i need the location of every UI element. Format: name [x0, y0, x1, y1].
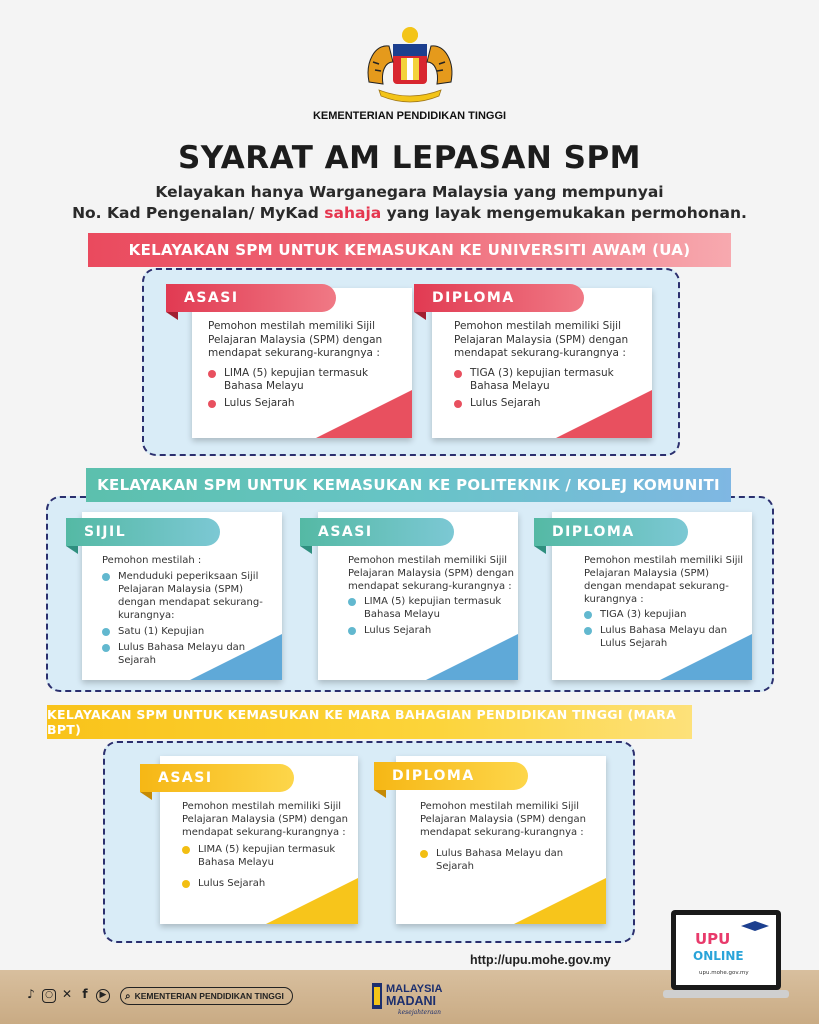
poli-sijil-intro: Pemohon mestilah :	[102, 555, 202, 566]
ua-section-banner: KELAYAKAN SPM UNTUK KEMASUKAN KE UNIVERSITI AWAM (UA)	[88, 233, 731, 267]
card-corner-decoration	[514, 878, 606, 924]
upu-online-laptop	[663, 908, 789, 1000]
madani-bottom: MADANI	[386, 994, 436, 1008]
list-item: Lulus Sejarah	[454, 397, 646, 411]
poli-section-banner: KELAYAKAN SPM UNTUK KEMASUKAN KE POLITEKNIK / KOLEJ KOMUNITI	[86, 468, 731, 502]
ua-asasi-list	[208, 367, 404, 411]
list-item: Lulus Bahasa Melayu dan Sejarah	[420, 847, 600, 873]
poli-sijil-ribbon: SIJIL	[66, 518, 220, 546]
poli-asasi-text	[348, 554, 514, 640]
tiktok-icon[interactable]: ♪	[27, 987, 35, 1001]
ribbon-fold	[300, 546, 312, 554]
ua-diploma-ribbon: DIPLOMA	[414, 284, 584, 312]
list-item: Menduduki peperiksaan Sijil Pelajaran Malaysia (SPM) dengan mendapat sekurang-kurangnya:	[102, 570, 276, 622]
mara-asasi-intro: Pemohon mestilah memiliki Sijil Pelajaran Malaysia (SPM) dengan mendapat sekurang-kurangnya :	[182, 801, 348, 838]
poli-sijil-text	[102, 554, 276, 670]
list-item: Lulus Sejarah	[348, 624, 514, 637]
mara-section-banner: KELAYAKAN SPM UNTUK KEMASUKAN KE MARA BAHAGIAN PENDIDIKAN TINGGI (MARA BPT)	[47, 705, 692, 739]
upu-url: upu.mohe.gov.my	[699, 970, 749, 976]
mara-diploma-text	[420, 800, 600, 876]
poli-asasi-intro: Pemohon mestilah memiliki Sijil Pelajaran Malaysia (SPM) dengan mendapat sekurang-kurangnya :	[348, 555, 514, 592]
subtitle-line-2-a: No. Kad Pengenalan/ MyKad	[72, 204, 325, 222]
ua-diploma-intro: Pemohon mestilah memiliki Sijil Pelajaran Malaysia (SPM) dengan mendapat sekurang-kurangnya :	[454, 320, 629, 359]
subtitle-line-1: Kelayakan hanya Warganegara Malaysia yang mempunyai	[155, 183, 664, 201]
malaysia-madani-logo	[368, 977, 458, 1017]
list-item: TIGA (3) kepujian	[584, 608, 748, 621]
mara-diploma-list	[420, 847, 600, 873]
mara-asasi-text	[182, 800, 352, 893]
poli-diploma-list	[584, 608, 748, 650]
poli-sijil-list	[102, 570, 276, 667]
upu-line-2: ONLINE	[693, 949, 744, 963]
website-url[interactable]: http://upu.mohe.gov.my	[470, 953, 611, 967]
ribbon-fold	[140, 792, 152, 800]
list-item: Lulus Bahasa Melayu dan Sejarah	[102, 641, 276, 667]
subtitle-highlight: sahaja	[324, 204, 382, 222]
madani-top: MALAYSIA	[386, 983, 443, 995]
social-links	[24, 987, 293, 1005]
mara-asasi-ribbon: ASASI	[140, 764, 294, 792]
ribbon-fold	[166, 312, 178, 320]
mara-diploma-intro: Pemohon mestilah memiliki Sijil Pelajaran Malaysia (SPM) dengan mendapat sekurang-kurangnya :	[420, 801, 586, 838]
page-title: SYARAT AM LEPASAN SPM	[177, 140, 642, 176]
youtube-icon[interactable]: ▶	[96, 989, 110, 1003]
list-item: Lulus Bahasa Melayu dan Lulus Sejarah	[584, 624, 748, 650]
list-item: LIMA (5) kepujian termasuk Bahasa Melayu	[348, 595, 514, 621]
ministry-name: KEMENTERIAN PENDIDIKAN TINGGI	[312, 110, 507, 122]
upu-line-1: UPU	[695, 930, 731, 948]
ua-asasi-ribbon: ASASI	[166, 284, 336, 312]
subtitle-line-2	[0, 203, 819, 224]
ua-asasi-intro: Pemohon mestilah memiliki Sijil Pelajaran Malaysia (SPM) dengan mendapat sekurang-kurangnya :	[208, 320, 383, 359]
ua-diploma-list	[454, 367, 646, 411]
list-item: Lulus Sejarah	[208, 397, 404, 411]
facebook-icon[interactable]: f	[82, 987, 88, 1001]
ua-diploma-text	[454, 320, 646, 413]
malaysia-crest-logo	[355, 22, 465, 110]
list-item: Satu (1) Kepujian	[102, 625, 276, 638]
poli-diploma-text	[584, 554, 748, 653]
page-subtitle	[0, 182, 819, 224]
search-box[interactable]	[120, 987, 293, 1005]
list-item: Lulus Sejarah	[182, 877, 352, 890]
x-icon[interactable]: ✕	[61, 987, 73, 1001]
card-corner-decoration	[426, 634, 518, 680]
list-item: TIGA (3) kepujian termasuk Bahasa Melayu	[454, 367, 646, 394]
poli-diploma-intro: Pemohon mestilah memiliki Sijil Pelajaran Malaysia (SPM) dengan mendapat sekurang-kurangnya :	[584, 555, 744, 605]
madani-tag: kesejahteraan	[398, 1009, 441, 1016]
poli-asasi-ribbon: ASASI	[300, 518, 454, 546]
ribbon-fold	[66, 546, 78, 554]
mara-asasi-list	[182, 843, 352, 890]
ua-asasi-text	[208, 320, 404, 413]
ribbon-fold	[534, 546, 546, 554]
search-icon: ⌕	[125, 990, 131, 1002]
ribbon-fold	[414, 312, 426, 320]
list-item: LIMA (5) kepujian termasuk Bahasa Melayu	[208, 367, 404, 394]
ribbon-fold	[374, 790, 386, 798]
poli-diploma-ribbon: DIPLOMA	[534, 518, 688, 546]
mara-diploma-ribbon: DIPLOMA	[374, 762, 528, 790]
poli-asasi-list	[348, 595, 514, 637]
instagram-icon[interactable]: ○	[42, 989, 56, 1003]
subtitle-line-2-b: yang layak mengemukakan permohonan.	[381, 204, 747, 222]
list-item: LIMA (5) kepujian termasuk Bahasa Melayu	[182, 843, 352, 869]
search-box-text: KEMENTERIAN PENDIDIKAN TINGGI	[134, 991, 284, 1001]
